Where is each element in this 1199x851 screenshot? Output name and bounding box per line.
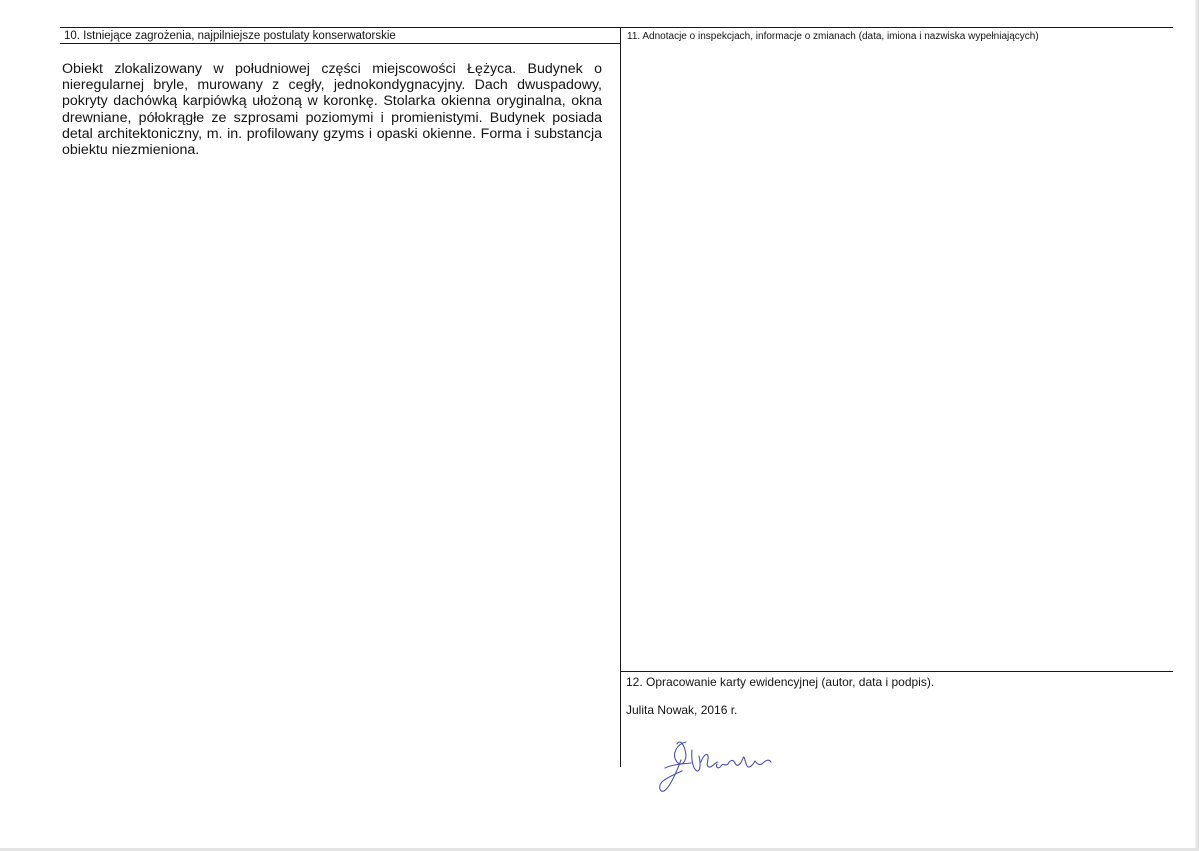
section-10-description: Obiekt zlokalizowany w południowej części miejscowości Łężyca. Budynek o nieregularnej bryle, murowany z cegły, jednokondygnacyjny. Dach dwuspadowy, pokryty dachówką karpiówką ułożoną w koronkę. Stolarka okienna oryginalna, okna drewniane, półokrągłe ze szprosami poziomymi i promienistymi. Budynek posiada detal architektoniczny, m. in. profilowany gzyms i opaski okienne. Forma i substancja obiektu niezmieniona. <box>62 61 602 159</box>
author-and-date: Julita Nowak, 2016 r. <box>626 703 738 717</box>
section-10-header-rule <box>60 43 621 44</box>
top-rule <box>60 27 1173 28</box>
scan-page-edge <box>1195 0 1199 851</box>
section-11-heading: 11. Adnotacje o inspekcjach, informacje o zmianach (data, imiona i nazwiska wypełniających) <box>627 31 1039 42</box>
section-12-top-rule <box>620 671 1173 672</box>
column-divider <box>620 27 621 767</box>
section-12-heading: 12. Opracowanie karty ewidencyjnej (autor, data i podpis). <box>626 675 935 689</box>
section-10-heading: 10. Istniejące zagrożenia, najpilniejsze postulaty konserwatorskie <box>64 30 396 42</box>
handwritten-signature <box>655 738 795 796</box>
